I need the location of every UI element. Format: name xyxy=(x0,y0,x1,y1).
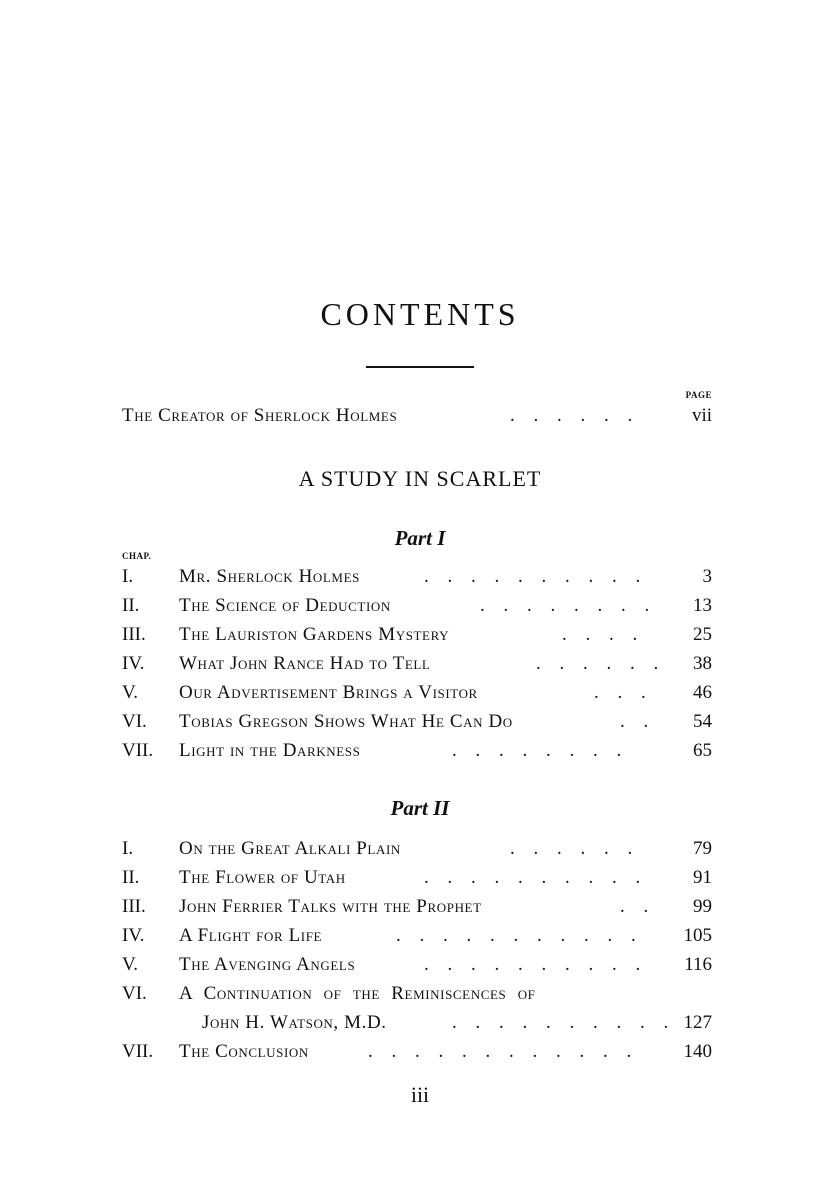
toc-entry[interactable] xyxy=(122,1041,712,1069)
chapter-number: III. xyxy=(122,624,146,645)
chapter-title: What John Rance Had to Tell xyxy=(179,653,431,674)
entry-page: vii xyxy=(691,405,712,426)
leader-dots: . . . . . . xyxy=(536,653,666,674)
chapter-page: 65 xyxy=(693,740,712,761)
title-rule xyxy=(366,366,474,368)
chapter-page: 38 xyxy=(693,653,712,674)
chapter-column-label: CHAP. xyxy=(122,551,152,561)
toc-entry-continuation[interactable] xyxy=(122,1012,712,1040)
leader-dots: . . . . . . . . xyxy=(452,740,629,761)
toc-entry[interactable] xyxy=(122,925,712,953)
chapter-title: John Ferrier Talks with the Prophet xyxy=(179,896,482,917)
toc-entry[interactable] xyxy=(122,566,712,594)
page-title: CONTENTS xyxy=(320,296,520,332)
toc-entry[interactable] xyxy=(122,624,712,652)
toc-entry[interactable] xyxy=(122,740,712,768)
chapter-title: The Lauriston Gardens Mystery xyxy=(179,624,450,645)
chapter-number: V. xyxy=(122,682,139,703)
chapter-title: On the Great Alkali Plain xyxy=(179,838,401,859)
chapter-title: Light in the Darkness xyxy=(179,740,361,761)
toc-entry[interactable] xyxy=(122,983,712,1011)
leader-dots: . . . . . . . . . . xyxy=(452,1012,676,1033)
leader-dots: . . . . . . . . . . xyxy=(424,867,648,888)
entry-title: The Creator of Sherlock Holmes xyxy=(122,405,398,426)
chapter-page: 79 xyxy=(693,838,712,859)
toc-entry[interactable] xyxy=(122,595,712,623)
book-title: A STUDY IN SCARLET xyxy=(298,466,542,491)
chapter-page: 13 xyxy=(693,595,712,616)
leader-dots: . . . . . . xyxy=(510,405,640,426)
page-number: iii xyxy=(410,1082,430,1107)
page-column-label: PAGE xyxy=(685,390,712,400)
chapter-title: The Conclusion xyxy=(179,1041,309,1062)
chapter-title: Our Advertisement Brings a Visitor xyxy=(179,682,478,703)
part-heading-1: Part I xyxy=(394,526,446,550)
chapter-number: II. xyxy=(122,867,140,888)
chapter-page: 116 xyxy=(684,954,712,975)
toc-entry[interactable] xyxy=(122,682,712,710)
chapter-page: 46 xyxy=(693,682,712,703)
toc-entry[interactable] xyxy=(122,711,712,739)
chapter-title-continued: John H. Watson, M.D. xyxy=(202,1012,387,1033)
chapter-number: IV. xyxy=(122,653,145,674)
toc-entry-creator[interactable] xyxy=(122,405,712,433)
chapter-page: 54 xyxy=(693,711,712,732)
leader-dots: . . . . xyxy=(562,624,645,645)
chapter-page: 140 xyxy=(683,1041,712,1062)
chapter-page: 127 xyxy=(683,1012,712,1033)
toc-entry[interactable] xyxy=(122,867,712,895)
chapter-page: 91 xyxy=(693,867,712,888)
leader-dots: . . . . . . . . . . . xyxy=(396,925,643,946)
toc-entry[interactable] xyxy=(122,896,712,924)
chapter-title: Mr. Sherlock Holmes xyxy=(179,566,360,587)
leader-dots: . . xyxy=(620,896,656,917)
leader-dots: . . . . . . . . . . xyxy=(424,566,648,587)
chapter-number: I. xyxy=(122,838,134,859)
chapter-title: The Science of Deduction xyxy=(179,595,391,616)
chapter-page: 3 xyxy=(702,566,712,587)
leader-dots: . . . . . . xyxy=(510,838,640,859)
chapter-title: A Continuation of the Reminiscences of xyxy=(179,983,536,1004)
part-heading-2: Part II xyxy=(390,796,450,820)
chapter-title: The Flower of Utah xyxy=(179,867,346,888)
chapter-number: V. xyxy=(122,954,139,975)
leader-dots: . . . . . . . . . . xyxy=(424,954,648,975)
toc-entry[interactable] xyxy=(122,838,712,866)
leader-dots: . . . xyxy=(594,682,653,703)
chapter-number: VI. xyxy=(122,983,147,1004)
toc-entry[interactable] xyxy=(122,954,712,982)
leader-dots: . . xyxy=(620,711,656,732)
chapter-title: Tobias Gregson Shows What He Can Do xyxy=(179,711,513,732)
chapter-number: VI. xyxy=(122,711,147,732)
chapter-page: 25 xyxy=(693,624,712,645)
chapter-number: I. xyxy=(122,566,134,587)
chapter-number: IV. xyxy=(122,925,145,946)
chapter-title: The Avenging Angels xyxy=(179,954,356,975)
chapter-page: 105 xyxy=(683,925,712,946)
leader-dots: . . . . . . . . . . . . xyxy=(368,1041,639,1062)
chapter-title: A Flight for Life xyxy=(179,925,323,946)
chapter-number: VII. xyxy=(122,740,154,761)
chapter-number: III. xyxy=(122,896,146,917)
leader-dots: . . . . . . . . xyxy=(480,595,657,616)
chapter-number: VII. xyxy=(122,1041,154,1062)
chapter-number: II. xyxy=(122,595,140,616)
toc-entry[interactable] xyxy=(122,653,712,681)
chapter-page: 99 xyxy=(693,896,712,917)
